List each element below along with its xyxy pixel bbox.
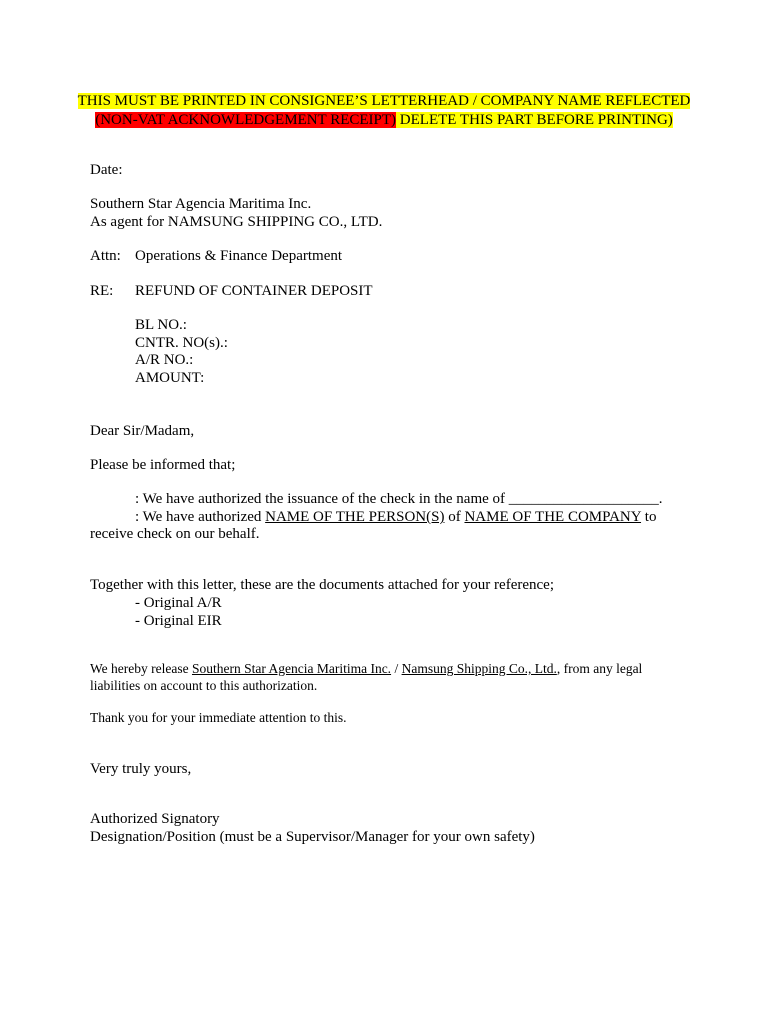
banner-yellow-text: DELETE THIS PART BEFORE PRINTING) [396, 112, 673, 128]
banner-red-text: (NON-VAT ACKNOWLEDGEMENT RECEIPT) [95, 112, 397, 128]
field-cntr-no: CNTR. NO(s).: [135, 335, 228, 351]
option2-continuation: receive check on our behalf. [90, 526, 260, 542]
attachment-item-eir: - Original EIR [135, 613, 222, 629]
banner-line-1-text: THIS MUST BE PRINTED IN CONSIGNEE’S LETTERHEAD / COMPANY NAME REFLECTED [77, 93, 691, 109]
recipient-company: Southern Star Agencia Maritima Inc. [90, 196, 312, 212]
re-label: RE: [90, 283, 114, 299]
date-label: Date: [90, 162, 123, 178]
release-company-2: Namsung Shipping Co., Ltd. [401, 661, 557, 676]
thanks-text: Thank you for your immediate attention to this. [90, 710, 347, 725]
designation: Designation/Position (must be a Supervisor/Manager for your own safety) [90, 829, 535, 845]
banner-line-2 [0, 111, 768, 129]
option2-part3: to [641, 509, 657, 525]
option-authorized-person [135, 508, 656, 526]
field-bl-no: BL NO.: [135, 317, 187, 333]
closing: Very truly yours, [90, 761, 192, 777]
recipient-agent-line: As agent for NAMSUNG SHIPPING CO., LTD. [90, 214, 383, 230]
release-statement [90, 661, 642, 677]
field-amount: AMOUNT: [135, 370, 205, 386]
attn-label: Attn: [90, 248, 121, 264]
release-continuation: liabilities on account to this authorization. [90, 678, 318, 693]
option2-part1: : We have authorized [135, 509, 266, 525]
person-name-placeholder: NAME OF THE PERSON(S) [265, 509, 445, 525]
option-check-name: : We have authorized the issuance of the check in the name of ____________________. [135, 491, 663, 507]
re-value: REFUND OF CONTAINER DEPOSIT [135, 283, 373, 299]
company-name-placeholder: NAME OF THE COMPANY [464, 509, 642, 525]
option2-part2: of [444, 509, 465, 525]
signatory: Authorized Signatory [90, 811, 220, 827]
attn-value: Operations & Finance Department [135, 248, 343, 264]
release-separator: / [391, 661, 402, 676]
attachments-intro: Together with this letter, these are the documents attached for your reference; [90, 577, 554, 593]
release-company-1: Southern Star Agencia Maritima Inc. [191, 661, 392, 676]
intro-text: Please be informed that; [90, 457, 236, 473]
salutation: Dear Sir/Madam, [90, 423, 195, 439]
banner-line-1 [0, 92, 768, 110]
field-ar-no: A/R NO.: [135, 352, 194, 368]
release-part1: We hereby release [90, 661, 192, 676]
release-part2: , from any legal [556, 661, 643, 676]
attachment-item-ar: - Original A/R [135, 595, 222, 611]
